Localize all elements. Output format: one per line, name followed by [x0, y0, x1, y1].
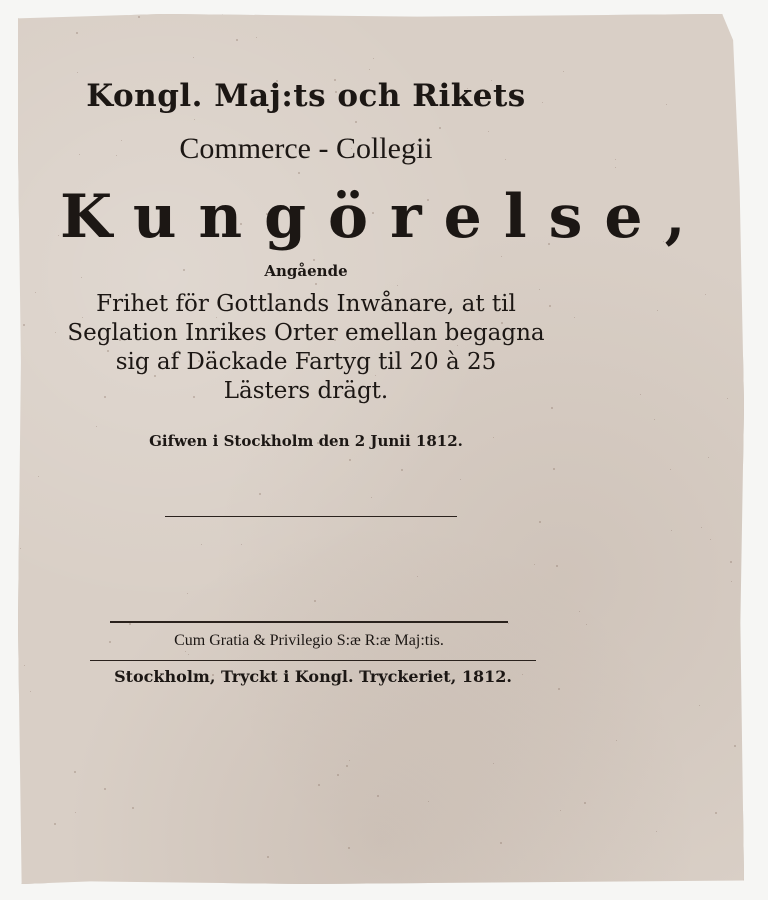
paper-fleck — [259, 493, 261, 495]
paper-fleck — [337, 774, 339, 776]
paper-fleck — [349, 459, 351, 461]
paper-fleck — [579, 611, 580, 612]
paper-fleck — [96, 426, 97, 427]
paper-fleck — [710, 539, 711, 540]
paper-fleck — [256, 37, 257, 38]
printer-imprint: Stockholm, Tryckt i Kongl. Tryckeriet, 1812. — [114, 667, 512, 686]
paper-fleck — [76, 32, 78, 34]
subject-intro: Angående — [264, 262, 348, 280]
paper-fleck — [654, 419, 655, 420]
paper-fleck — [188, 654, 189, 655]
paper-fleck — [671, 530, 672, 531]
paper-fleck — [75, 812, 76, 813]
paper-fleck — [553, 468, 555, 470]
paper-fleck — [74, 771, 76, 773]
paper-fleck — [615, 159, 616, 160]
paper-fleck — [560, 810, 561, 811]
paper-fleck — [138, 16, 140, 18]
paper-fleck — [77, 72, 78, 73]
paper-fleck — [371, 497, 372, 498]
paper-fleck — [439, 127, 441, 129]
paper-fleck — [194, 119, 195, 120]
paper-fleck — [377, 795, 379, 797]
paper-fleck — [701, 527, 702, 528]
paper-fleck — [346, 765, 348, 767]
paper-fleck — [20, 548, 21, 549]
paper-fleck — [705, 294, 706, 295]
paper-fleck — [493, 763, 494, 764]
paper-fleck — [35, 292, 36, 293]
paper-fleck — [222, 14, 223, 15]
paper-fleck — [666, 104, 667, 105]
paper-fleck — [318, 784, 320, 786]
privilege-line: Cum Gratia & Privilegio S:æ R:æ Maj:tis. — [174, 632, 444, 649]
privilege-top-rule — [110, 621, 508, 623]
paper-fleck — [401, 469, 403, 471]
paper-fleck — [708, 457, 709, 458]
paper-fleck — [657, 310, 658, 311]
paper-fleck — [508, 623, 509, 624]
paper-fleck — [730, 561, 732, 563]
paper-fleck — [556, 565, 558, 567]
paper-fleck — [38, 476, 39, 477]
paper-fleck — [558, 688, 560, 690]
heading-line-2: Commerce - Collegii — [179, 132, 433, 165]
paper-fleck — [640, 394, 641, 395]
paper-fleck — [241, 544, 242, 545]
paper-fleck — [369, 69, 370, 70]
paper-fleck — [236, 39, 238, 41]
paper-fleck — [315, 283, 317, 285]
paper-fleck — [355, 121, 357, 123]
divider-rule — [165, 516, 457, 517]
paper-fleck — [129, 623, 131, 625]
paper-fleck — [18, 433, 19, 434]
paper-fleck — [104, 788, 106, 790]
paper-fleck — [417, 576, 418, 577]
paper-fleck — [397, 285, 398, 286]
paper-fleck — [313, 259, 315, 261]
paper-fleck — [586, 624, 587, 625]
imprint-top-rule — [90, 660, 536, 661]
paper-fleck — [314, 600, 316, 602]
paper-fleck — [185, 651, 186, 652]
subject-text-line-4: Lästers drägt. — [223, 378, 389, 404]
paper-fleck — [551, 407, 553, 409]
paper-fleck — [584, 802, 586, 804]
paper-fleck — [534, 564, 535, 565]
paper-fleck — [54, 823, 56, 825]
paper-fleck — [373, 58, 374, 59]
paper-fleck — [563, 71, 564, 72]
paper-fleck — [348, 847, 350, 849]
paper-fleck — [23, 324, 25, 326]
paper-fleck — [132, 807, 134, 809]
paper-fleck — [193, 57, 194, 58]
paper-fleck — [500, 842, 502, 844]
subject-text-line-2: Seglation Inrikes Orter emellan begagna — [67, 320, 545, 346]
paper-fleck — [715, 812, 717, 814]
paper-fleck — [656, 831, 657, 832]
main-title: Kungörelse, — [60, 182, 708, 252]
paper-fleck — [428, 801, 429, 802]
paper-fleck — [727, 398, 728, 399]
subject-text-line-1: Frihet för Gottlands Inwånare, at til — [96, 291, 516, 317]
paper-fleck — [699, 705, 700, 706]
issued-date-line: Gifwen i Stockholm den 2 Junii 1812. — [149, 432, 463, 450]
paper-fleck — [616, 740, 617, 741]
heading-line-1: Kongl. Maj:ts och Rikets — [86, 78, 526, 114]
paper-fleck — [187, 593, 188, 594]
paper-fleck — [349, 760, 350, 761]
subject-text — [40, 290, 572, 406]
paper-fleck — [24, 665, 25, 666]
paper-fleck — [539, 521, 541, 523]
subject-text-line-3: sig af Däckade Fartyg til 20 à 25 — [115, 349, 497, 375]
paper-fleck — [501, 256, 502, 257]
paper-fleck — [298, 172, 300, 174]
paper-fleck — [670, 469, 671, 470]
paper-fleck — [731, 581, 732, 582]
paper-fleck — [574, 317, 575, 318]
paper-fleck — [201, 544, 202, 545]
paper-fleck — [30, 691, 31, 692]
paper-fleck — [734, 745, 736, 747]
paper-fleck — [615, 167, 616, 168]
paper-fleck — [267, 856, 269, 858]
paper-fleck — [460, 479, 461, 480]
